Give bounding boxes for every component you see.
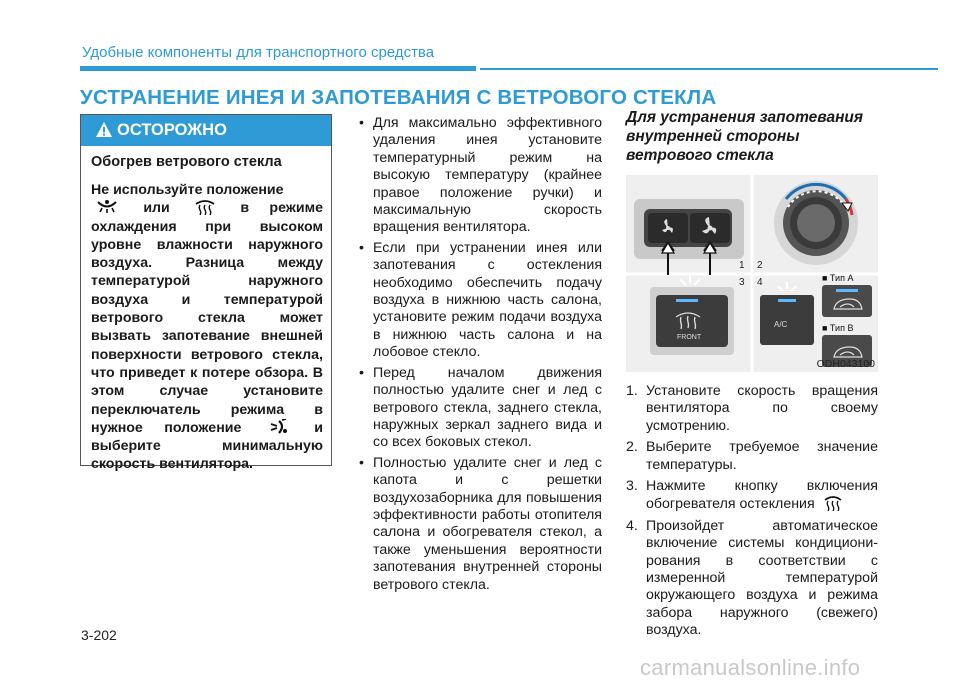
callout-3: 3 bbox=[739, 277, 745, 288]
warning-triangle-icon bbox=[95, 121, 113, 138]
floor-defrost-mode-icon bbox=[95, 199, 119, 215]
climate-panel-illustration bbox=[626, 175, 878, 372]
list-item: • Для максимально эффективного удаления инея установите температурный режим на высокую температуру (крайнее правое положение ручки) и максимальную скорость вращения вентилятора. bbox=[356, 115, 602, 237]
callout-2: 2 bbox=[757, 260, 763, 271]
watermark: carmanualsonline.info bbox=[640, 655, 861, 680]
type-a-label: ■ Тип A bbox=[822, 273, 854, 283]
header-rule-line bbox=[480, 68, 938, 70]
floor-windshield-mode-icon bbox=[267, 419, 289, 435]
callout-1: 1 bbox=[739, 260, 745, 271]
caution-box bbox=[80, 114, 332, 473]
ac-label: A/C bbox=[774, 320, 788, 329]
header-rule-bar bbox=[80, 66, 476, 71]
caution-subtitle: Обогрев ветрового стекла bbox=[91, 154, 282, 170]
callout-4: 4 bbox=[757, 277, 763, 288]
caution-text-part: в режиме охлаждения при высоком уровне влажности наружного воздуха. Разница между температурой наружного воздуха и температурой ветрового стекла может вызвать запотевание внешней поверхности ветрового стекла, что приведет к потере обзора. В этом случае установите переключатель режима в нужное положение bbox=[91, 200, 323, 436]
page-title: УСТРАНЕНИЕ ИНЕЯ И ЗАПОТЕВАНИЯ С ВЕТРОВОГО СТЕКЛА bbox=[80, 86, 717, 109]
page-number: 3-202 bbox=[81, 627, 117, 643]
step-text: Выберите требуемое значение температуры. bbox=[646, 439, 878, 473]
list-item: • Полностью удалите снег и лед с капота и с решетки воздухозаборника для повышения эффективности работы отопителя салона и обогревателя стекол, а также уменьшения вероятности запотевания внутренней стороны ветрового стекла. bbox=[356, 455, 602, 594]
caution-header bbox=[81, 115, 331, 146]
section-header: Удобные компоненты для транспортного средства bbox=[82, 44, 435, 61]
tips-list bbox=[356, 115, 602, 597]
type-b-label: ■ Тип B bbox=[822, 323, 854, 333]
step-text: Произойдет автоматическое включение системы кондициони-рования в соответствии с измеренной температурой окружающего воздуха и режима забора наружного (свежего) воздуха. bbox=[646, 517, 878, 639]
defrost-icon bbox=[823, 495, 843, 511]
caution-label: ОСТОРОЖНО bbox=[117, 121, 227, 139]
list-item bbox=[626, 518, 878, 640]
caution-text-part: и выберите минимальную скорость вентилятора. bbox=[91, 419, 323, 473]
caution-text bbox=[91, 181, 323, 474]
list-item bbox=[626, 439, 878, 474]
step-number: 4. bbox=[626, 517, 638, 534]
step-number: 3. bbox=[626, 478, 638, 495]
caution-text-part: или bbox=[143, 200, 170, 217]
list-item bbox=[626, 478, 878, 514]
steps-list bbox=[626, 383, 878, 644]
caution-text-part: Не используйте положение bbox=[91, 182, 284, 198]
front-label: FRONT bbox=[677, 334, 702, 341]
step-text: Установите скорость вращения вентилятора по своему усмотрению. bbox=[646, 383, 878, 434]
climate-panel-figure bbox=[626, 175, 878, 372]
defog-section-title: Для устранения запотевания внутренней стороны ветрового стекла bbox=[626, 109, 864, 164]
step-number: 2. bbox=[626, 439, 638, 456]
defrost-icon bbox=[194, 199, 216, 215]
list-item: • Перед началом движения полностью удалите снег и лед с ветрового стекла, заднего стекла, наружных зеркал заднего вида и со всех боковых стекол. bbox=[356, 365, 602, 452]
list-item bbox=[626, 383, 878, 435]
list-item: • Если при устранении инея или запотевания с остекления необходимо обеспечить подачу воздуха в нижнюю часть салона, установите режим подачи воздуха в нижнюю часть салона и на лобовое стекло. bbox=[356, 240, 602, 362]
step-text: Нажмите кнопку включения обогревателя остекления bbox=[646, 478, 878, 513]
step-number: 1. bbox=[626, 383, 638, 399]
figure-code: ODH043100 bbox=[816, 358, 875, 370]
